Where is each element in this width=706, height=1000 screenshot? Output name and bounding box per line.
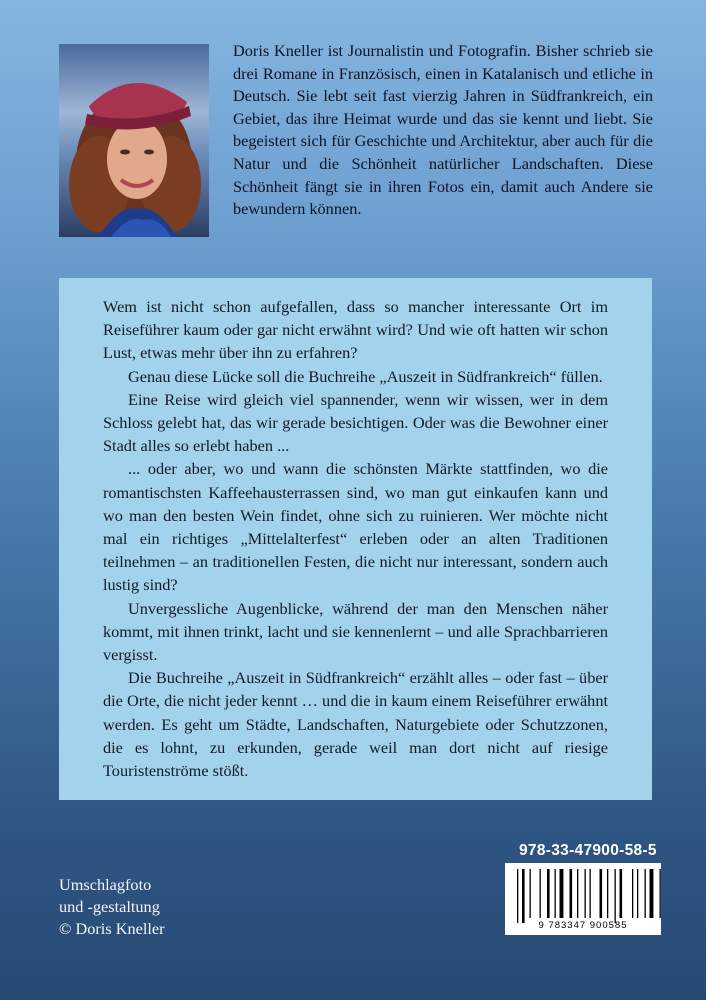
barcode-bar — [547, 869, 550, 918]
blurb-paragraph: Die Buchreihe „Auszeit in Südfrankreich“ erzählt alles – oder fast – über die Orte, die nicht jeder kennt … und die in kaum einem Reiseführer erwähnt werden. Es geht um Städte, Landschaften, Naturgebiete oder Schutzzonen, die es lohnt, zu erkunden, gerade weil man dort nicht auf riesige Touristenströme stößt. — [103, 668, 608, 781]
credits-line: und -gestaltung — [59, 897, 160, 916]
blurb-paragraph: Wem ist nicht schon aufgefallen, dass so mancher interessante Ort im Reiseführer kaum oder gar nicht erwähnt wird? Und wie oft hatten wir schon Lust, etwas mehr über ihn zu erfahren? — [103, 297, 608, 363]
blurb-paragraph: Genau diese Lücke soll die Buchreihe „Auszeit in Südfrankreich“ füllen. — [128, 366, 603, 386]
barcode-bar — [615, 869, 616, 923]
barcode-bar — [660, 869, 661, 918]
barcode-bar — [570, 869, 573, 918]
blurb-paragraph: Eine Reise wird gleich viel spannender, wenn wir wissen, wer in dem Schloss gelebt hat, das wir gerade besichtigen. Oder was die Bewohner einer Stadt alles so erlebt haben ... — [103, 389, 608, 456]
barcode-bar — [560, 869, 564, 918]
barcode-digits: 9 783347 900585 — [538, 920, 628, 931]
isbn-number: 978-33-47900-58-5 — [519, 842, 657, 859]
barcode-bar — [600, 869, 603, 918]
credits-line: Umschlagfoto — [59, 875, 152, 894]
barcode-bar — [540, 869, 541, 918]
barcode-bar — [577, 869, 578, 918]
credits-line: © Doris Kneller — [59, 919, 165, 938]
barcode-bar — [522, 869, 525, 923]
author-portrait-icon — [59, 44, 209, 237]
cover-credits — [59, 874, 165, 940]
barcode-bar — [645, 869, 646, 918]
barcode-bar — [620, 869, 623, 918]
barcode-bar — [607, 869, 608, 918]
barcode-bar — [530, 869, 531, 918]
barcode-bar — [555, 869, 556, 918]
blurb-paragraph: ... oder aber, wo und wann die schönsten Märkte stattfinden, wo die romantischsten Kaffeehausterrassen sind, wo man gut einkaufen kann und wo man den besten Wein findet, ohne sich zu ruinieren. Wer möchte nicht mal ein richtiges „Mittelalterfest“ erleben oder an alten Traditionen teilnehmen – an traditionellen Festen, die nicht nur interessant, sondern auch lustig sind? — [103, 459, 608, 595]
barcode-bar — [585, 869, 586, 918]
barcode — [505, 863, 661, 935]
blurb-panel — [59, 278, 652, 800]
blurb-paragraph: Unvergessliche Augenblicke, während der man den Menschen näher kommt, mit ihnen trinkt, lacht und sie kennenlernt – und alle Sprachbarrieren vergisst. — [103, 598, 608, 665]
author-bio: Doris Kneller ist Journalistin und Fotografin. Bisher schrieb sie drei Romane in Französisch, einen in Katalanisch und etliche in Deutsch. Sie lebt seit fast vierzig Jahren in Südfrankreich, ein Gebiet, das ihre Heimat wurde und das sie kennt und liebt. Sie begeistert sich für Geschichte und Architektur, aber auch für die Natur und die Schönheit natürlicher Landschaften. Diese Schönheit fängt sie in ihren Fotos ein, damit auch Andere sie bewundern können. — [233, 41, 653, 219]
barcode-bar — [517, 869, 518, 923]
author-photo — [59, 44, 209, 237]
barcode-bar — [632, 869, 633, 918]
barcode-bar — [650, 869, 654, 918]
barcode-bar — [637, 869, 638, 918]
barcode-bar — [590, 869, 591, 918]
